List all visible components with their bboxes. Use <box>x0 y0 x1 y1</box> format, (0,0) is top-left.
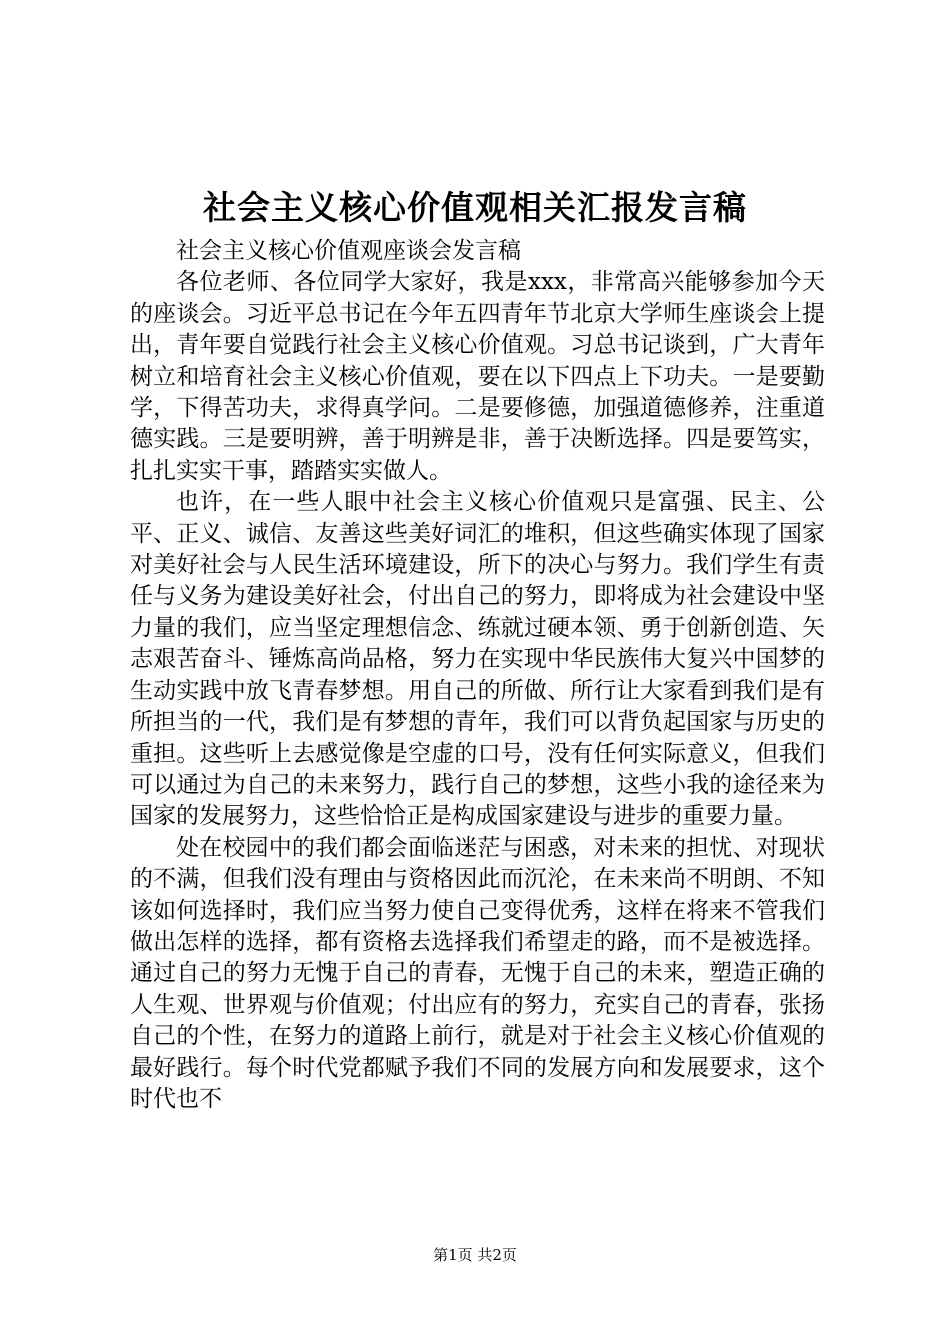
paragraph-2: 也许，在一些人眼中社会主义核心价值观只是富强、民主、公平、正义、诚信、友善这些美好词汇的堆积，但这些确实体现了国家对美好社会与人民生活环境建设，所下的决心与努力。我们学生有责任与义务为建设美好社会，付出自己的努力，即将成为社会建设中坚力量的我们，应当坚定理想信念、练就过硬本领、勇于创新创造、矢志艰苦奋斗、锤炼高尚品格，努力在实现中华民族伟大复兴中国梦的生动实践中放飞青春梦想。用自己的所做、所行让大家看到我们是有所担当的一代，我们是有梦想的青年，我们可以背负起国家与历史的重担。这些听上去感觉像是空虚的口号，没有任何实际意义，但我们可以通过为自己的未来努力，践行自己的梦想，这些小我的途径来为国家的发展努力，这些恰恰正是构成国家建设与进步的重要力量。 <box>130 489 825 830</box>
paragraph-1: 各位老师、各位同学大家好，我是xxx，非常高兴能够参加今天的座谈会。习近平总书记在今年五四青年节北京大学师生座谈会上提出，青年要自觉践行社会主义核心价值观。习总书记谈到，广大青年树立和培育社会主义核心价值观，要在以下四点上下功夫。一是要勤学，下得苦功夫，求得真学问。二是要修德，加强道德修养，注重道德实践。三是要明辨，善于明辨是非，善于决断选择。四是要笃实，扎扎实实干事，踏踏实实做人。 <box>130 269 825 484</box>
page-footer: 第1页 共2页 <box>433 1246 517 1264</box>
document-subtitle: 社会主义核心价值观座谈会发言稿 <box>176 238 521 264</box>
paragraph-3: 处在校园中的我们都会面临迷茫与困惑，对未来的担忧、对现状的不满，但我们没有理由与资格因此而沉沦，在未来尚不明朗、不知该如何选择时，我们应当努力使自己变得优秀，这样在将来不管我们做出怎样的选择，都有资格去选择我们希望走的路，而不是被选择。通过自己的努力无愧于自己的青春，无愧于自己的未来，塑造正确的人生观、世界观与价值观；付出应有的努力，充实自己的青春，张扬自己的个性，在努力的道路上前行，就是对于社会主义核心价值观的最好践行。每个时代党都赋予我们不同的发展方向和发展要求，这个时代也不 <box>130 834 825 1112</box>
document-body <box>130 236 825 1115</box>
document-title: 社会主义核心价值观相关汇报发言稿 <box>203 188 747 227</box>
